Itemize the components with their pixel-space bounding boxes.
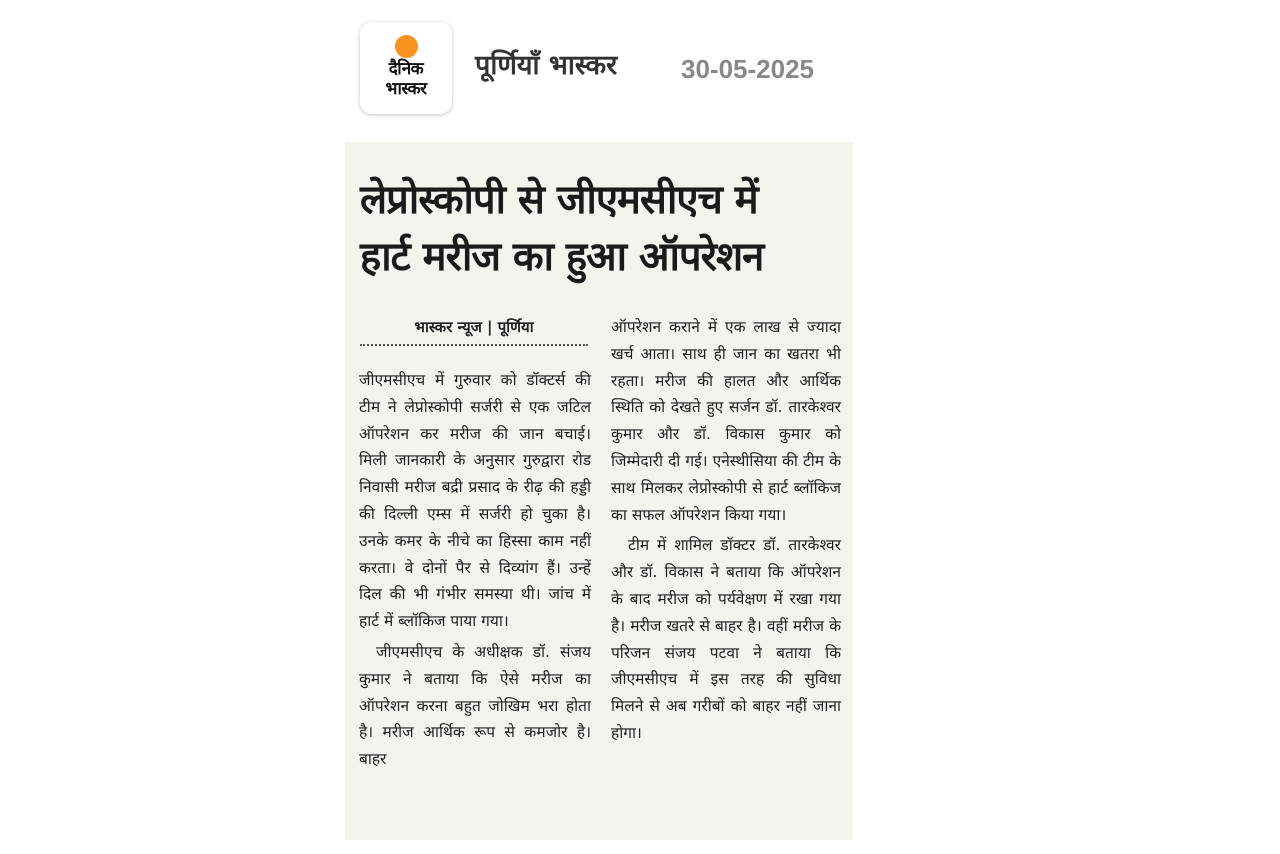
headline-line-2: हार्ट मरीज का हुआ ऑपरेशन [360,234,764,280]
byline: भास्कर न्यूज | पूर्णिया [360,316,588,346]
article-headline [360,172,840,286]
paragraph: जीएमसीएच के अधीक्षक डॉ. संजय कुमार ने बताया कि ऐसे मरीज का ऑपरेशन करना बहुत जोखिम भरा होता है। मरीज आर्थिक रूप से कमजोर है। बाहर [359,642,591,769]
edition-title: पूर्णियाँ भास्कर [475,50,618,81]
paragraph: जीएमसीएच में गुरुवार को डॉक्टर्स की टीम ने लेप्रोस्कोपी सर्जरी से एक जटिल ऑपरेशन कर मरीज की जान बचाई। मिली जानकारी के अनुसार गुरुद्वारा रोड निवासी मरीज बद्री प्रसाद के रीढ़ की हड्डी की दिल्ली एम्स में सर्जरी हो चुका है। उनके कमर के नीचे का हिस्सा काम नहीं करता। वे दोनों पैर से दिव्यांग हैं। उन्हें दिल की भी गंभीर समस्या थी। जांच में हार्ट में ब्लॉकिज पाया गया। [359,371,591,631]
logo-text-line1: दैनिक [388,59,424,79]
header [360,22,880,116]
sun-icon [395,35,418,58]
newspaper-clipping[interactable] [345,142,853,840]
paragraph: टीम में शामिल डॉक्टर डॉ. तारकेश्वर और डॉ. विकास ने बताया कि ऑपरेशन के बाद मरीज को पर्यवेक्षण में रखा गया है। मरीज खतरे से बाहर है। वहीं मरीज के परिजन संजय पटवा ने बताया कि जीएमसीएच में इस तरह की सुविधा मिलने से अब गरीबों को बाहर नहीं जाना होगा। [611,536,841,742]
article-column-left [359,367,591,773]
paragraph: ऑपरेशन कराने में एक लाख से ज्यादा खर्च आता। साथ ही जान का खतरा भी रहता। मरीज की हालत और आर्थिक स्थिति को देखते हुए सर्जन डॉ. तारकेश्वर कुमार और डॉ. विकास कुमार को जिम्मेदारी दी गई। एनेस्थीसिया की टीम के साथ मिलकर लेप्रोस्कोपी से हार्ट ब्लॉकिज का सफल ऑपरेशन किया गया। [611,318,841,524]
headline-line-1: लेप्रोस्कोपी से जीएमसीएच में [360,177,758,223]
dainik-bhaskar-logo[interactable] [360,22,452,114]
logo-text-line2: भास्कर [385,79,427,99]
article-column-right [611,314,841,747]
publish-date: 30-05-2025 [681,54,814,84]
